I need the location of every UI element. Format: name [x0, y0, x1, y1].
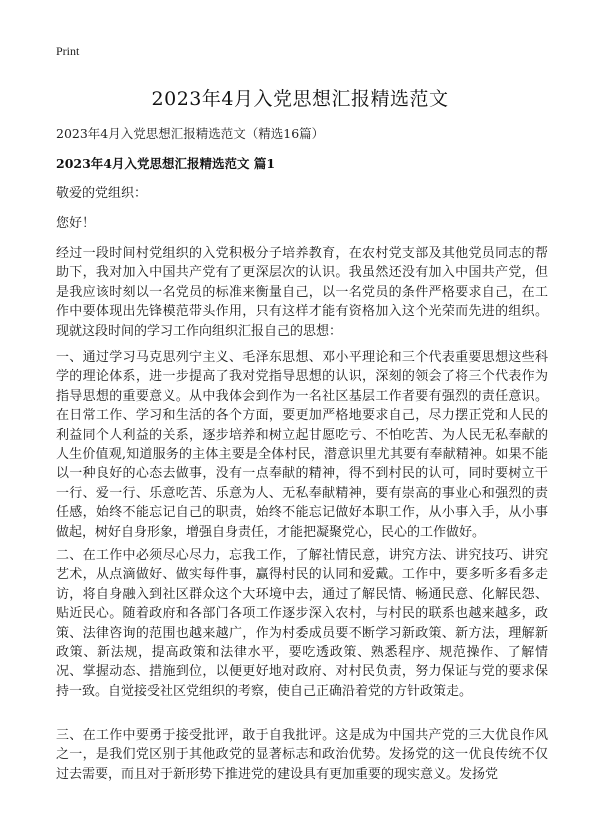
document-title: 2023年4月入党思想汇报精选范文 [151, 88, 449, 110]
salutation: 敬爱的党组织： [56, 186, 148, 201]
section-heading: 2023年4月入党思想汇报精选范文 篇1 [56, 156, 276, 171]
paragraph-one: 一、通过学习马克思列宁主义、毛泽东思想、邓小平理论和三个代表重要思想这些科学的理论体系，进一步提高了我对党指导思想的认识，深刻的领会了将三个代表作为指导思想的重要意义。从中我体会到作为一名社区基层工作者要有强烈的责任意识。在日常工作、学习和生活的各个方面，要更加严格地要求自己，尽力摆正党和人民的利益同个人利益的关系，逐步培养和树立起甘愿吃亏、不怕吃苦、为人民无私奉献的人生价值观,知道服务的主体主要是全体村民，潜意识里尤其要有奉献精神。如果不能以一种良好的心态去做事，没有一点奉献的精神，得不到村民的认可，同时要树立干一行、爱一行、乐意吃苦、乐意为人、无私奉献精神，要有崇高的事业心和强烈的责任感，始终不能忘记自己的职责，始终不能忘记做好本职工作，从小事入手，从小事做起，树好自身形象，增强自身责任，才能把凝聚党心，民心的工作做好。 [56, 350, 548, 540]
greeting: 您好！ [56, 216, 96, 231]
document-subtitle: 2023年4月入党思想汇报精选范文（精选16篇） [56, 126, 325, 141]
paragraph-three: 三、在工作中要勇于接受批评，敢于自我批评。这是成为中国共产党的三大优良作风之一，是我们党区别于其他政党的显著标志和政治优势。发扬党的这一优良传统不仅过去需要，而且对于新形势下推进党的建设具有更加重要的现实意义。发扬党 [56, 728, 548, 782]
paragraph-intro: 经过一段时间村党组织的入党积极分子培养教育，在农村党支部及其他党员同志的帮助下，我对加入中国共产党有了更深层次的认识。我虽然还没有加入中国共产党，但是我应该时刻以一名党员的标准来衡量自己，以一名党员的条件严格要求自己，在工作中要体现出先锋模范带头作用，只有这样才能有资格加入这个光荣而先进的组织。现就这段时间的学习工作向组织汇报自己的思想： [56, 246, 548, 339]
paragraph-two: 二、在工作中必须尽心尽力，忘我工作，了解社情民意，讲究方法、讲究技巧、讲究艺术，从点滴做好、做实每件事，赢得村民的认同和爱戴。工作中，要多听多看多走访，将自身融入到社区群众这个大环境中去，通过了解民情、畅通民意、化解民怨、贴近民心。随着政府和各部门各项工作逐步深入农村，与村民的联系也越来越多，政策、法律咨询的范围也越来越广，作为村委成员要不断学习新政策、新方法，理解新政策、新法规，提高政策和法律水平，要吃透政策、熟悉程序、规范操作、了解情况、掌握动态、措施到位，以便更好地对政府、对村民负责，努力保证与党的要求保持一致。自觉接受社区党组织的考察，使自己正确沿着党的方针政策走。 [56, 548, 548, 699]
print-label[interactable]: Print [56, 44, 80, 58]
